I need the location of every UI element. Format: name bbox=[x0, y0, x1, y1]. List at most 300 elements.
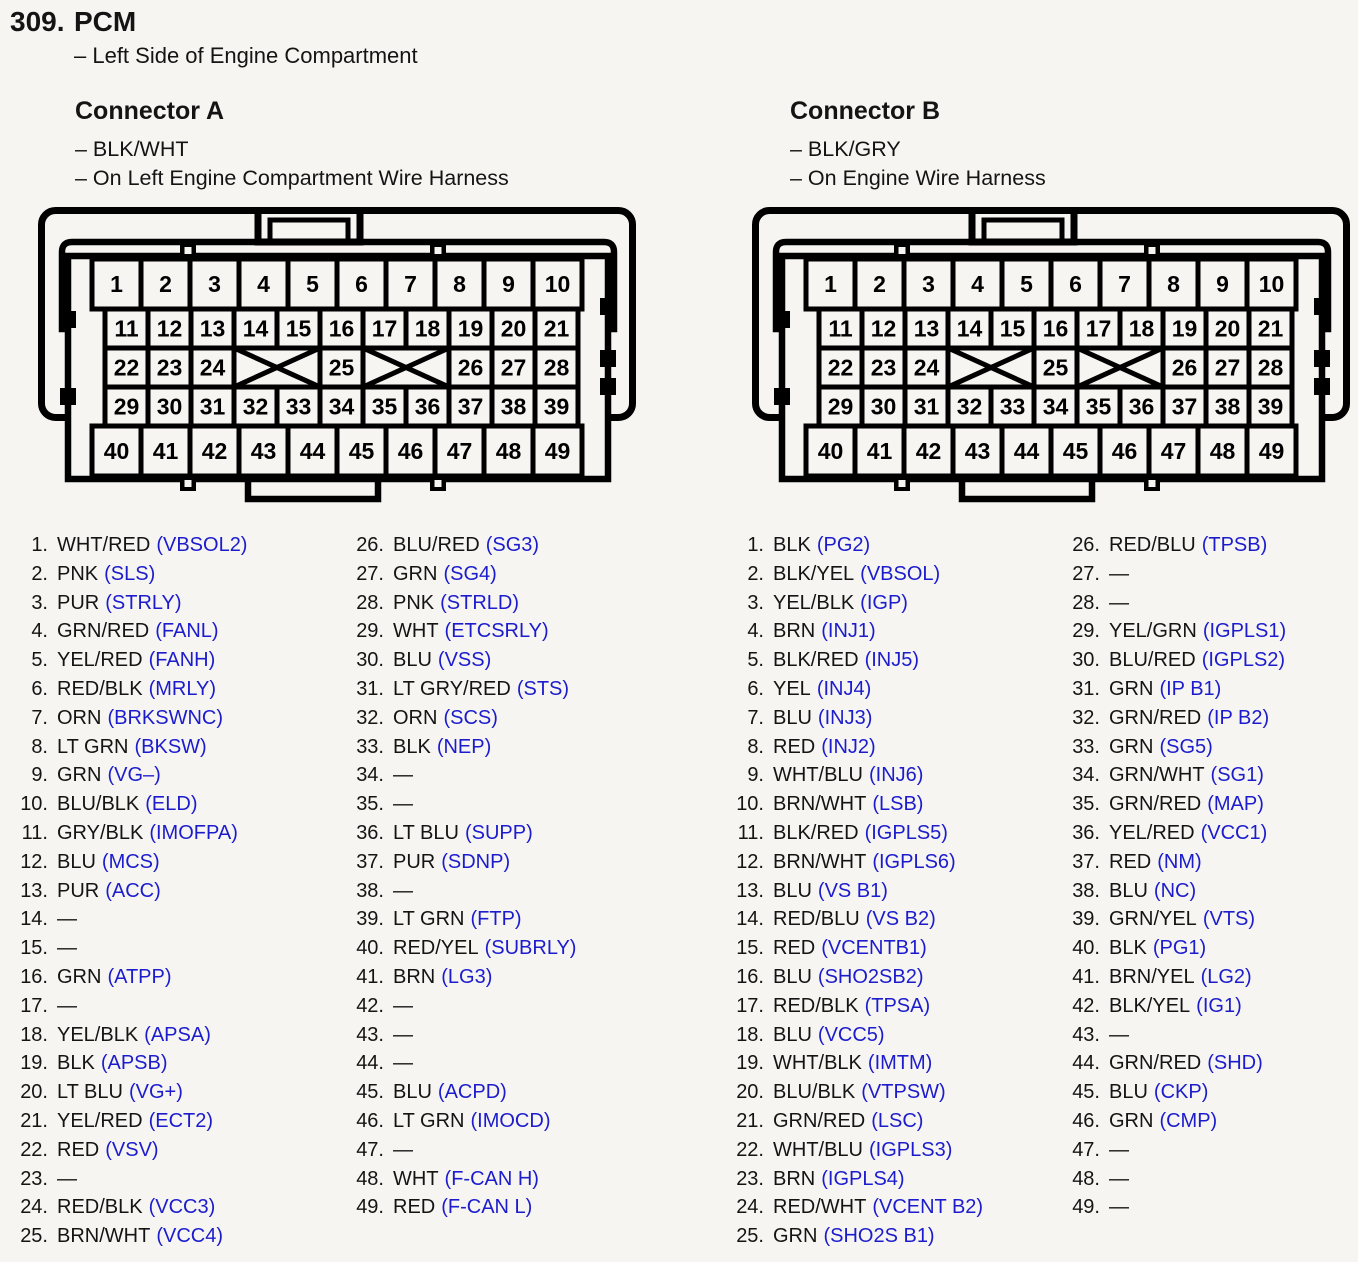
wire-color-label: GRN bbox=[1109, 735, 1154, 758]
signal-name-label: (VCENT B2) bbox=[872, 1196, 984, 1219]
pin-number-label: 27. bbox=[1072, 562, 1100, 585]
wire-color-label: WHT/BLK bbox=[773, 1052, 862, 1075]
signal-name-label: (IGPLS5) bbox=[864, 821, 948, 844]
page-title: PCM bbox=[74, 6, 137, 37]
pin-cavity-number: 39 bbox=[1257, 393, 1284, 420]
wire-color-label: RED/BLK bbox=[57, 1196, 143, 1219]
signal-name-label: (IP B1) bbox=[1159, 677, 1222, 700]
pin-cavity-number: 42 bbox=[201, 438, 228, 464]
wire-color-label: WHT bbox=[393, 620, 439, 643]
signal-name-label: (ATPP) bbox=[107, 965, 172, 988]
pin-list-item bbox=[1060, 707, 1358, 736]
pin-list-item bbox=[344, 707, 674, 736]
pin-cavity-number: 32 bbox=[956, 393, 983, 420]
pin-list-item bbox=[344, 793, 674, 822]
pin-cavity-number: 38 bbox=[500, 393, 527, 420]
top-notch-hole bbox=[435, 247, 442, 254]
pin-list-item bbox=[8, 908, 338, 937]
connector-a-pins-1-25 bbox=[8, 534, 338, 1254]
pin-cavity-number: 16 bbox=[328, 315, 355, 342]
pin-cavity-number: 42 bbox=[915, 438, 942, 464]
wire-color-label: LT BLU bbox=[57, 1081, 123, 1104]
pin-cavity-number: 2 bbox=[159, 271, 172, 297]
pin-list-item bbox=[1060, 1139, 1358, 1168]
pin-cavity-number: 20 bbox=[500, 315, 527, 342]
pin-list-item bbox=[724, 707, 1054, 736]
pin-number-label: 12. bbox=[20, 850, 48, 873]
pin-cavity-number: 7 bbox=[404, 271, 417, 297]
wire-color-label: GRN bbox=[57, 764, 102, 787]
wire-color-label: LT BLU bbox=[393, 821, 459, 844]
wire-color-label: — bbox=[393, 1023, 413, 1046]
wire-color-label: RED bbox=[393, 1196, 436, 1219]
pin-cavity-number: 33 bbox=[285, 393, 312, 420]
pin-number-label: 46. bbox=[1072, 1109, 1100, 1132]
pin-number-label: 44. bbox=[1072, 1052, 1100, 1075]
pin-cavity-number: 11 bbox=[828, 315, 853, 342]
pin-cavity-number: 3 bbox=[922, 271, 935, 297]
pin-number-label: 43. bbox=[1072, 1023, 1100, 1046]
pin-cavity-number: 48 bbox=[495, 438, 522, 464]
pin-list-item bbox=[344, 1081, 674, 1110]
pin-list-item bbox=[1060, 620, 1358, 649]
connector-bottom-tab bbox=[248, 479, 378, 499]
pin-list-item bbox=[344, 1024, 674, 1053]
pin-list-item bbox=[344, 995, 674, 1024]
pin-cavity-number: 44 bbox=[299, 438, 326, 464]
pin-list-item bbox=[8, 649, 338, 678]
wire-color-label: RED bbox=[773, 937, 816, 960]
signal-name-label: (NEP) bbox=[436, 735, 492, 758]
signal-name-label: (ETCSRLY) bbox=[444, 620, 549, 643]
signal-name-label: (CMP) bbox=[1159, 1109, 1218, 1132]
section-subtitle: – Left Side of Engine Compartment bbox=[74, 43, 418, 68]
pin-list-item bbox=[344, 563, 674, 592]
pin-list-item bbox=[724, 851, 1054, 880]
pin-list-item bbox=[8, 563, 338, 592]
pin-list-item bbox=[344, 1168, 674, 1197]
signal-name-label: (VG+) bbox=[128, 1081, 183, 1104]
wire-color-label: — bbox=[57, 1167, 77, 1190]
pin-number-label: 34. bbox=[356, 764, 384, 787]
pin-number-label: 4. bbox=[31, 620, 48, 643]
pin-list-item bbox=[344, 764, 674, 793]
pin-cavity-number: 14 bbox=[242, 315, 269, 342]
signal-name-label: (VS B2) bbox=[865, 908, 936, 931]
pin-number-label: 33. bbox=[1072, 735, 1100, 758]
pin-number-label: 8. bbox=[747, 735, 764, 758]
pin-number-label: 37. bbox=[356, 850, 384, 873]
bottom-notch-hole bbox=[435, 480, 442, 487]
pin-number-label: 40. bbox=[1072, 937, 1100, 960]
signal-name-label: (FANL) bbox=[155, 620, 219, 643]
pin-cavity-number: 39 bbox=[543, 393, 570, 420]
signal-name-label: (SG3) bbox=[485, 534, 540, 556]
connector-b-diagram bbox=[752, 207, 1350, 505]
pin-list-item bbox=[724, 966, 1054, 995]
signal-name-label: (TPSB) bbox=[1201, 534, 1268, 556]
signal-name-label: (STRLD) bbox=[440, 591, 520, 614]
signal-name-label: (STRLY) bbox=[105, 591, 182, 614]
wire-color-label: LT GRN bbox=[393, 1109, 465, 1132]
connector-b-header bbox=[790, 97, 1046, 192]
pin-number-label: 29. bbox=[1072, 620, 1100, 643]
signal-name-label: (SUPP) bbox=[464, 821, 533, 844]
pin-number-label: 47. bbox=[356, 1138, 384, 1161]
pin-number-label: 41. bbox=[1072, 965, 1100, 988]
pin-list-item bbox=[344, 908, 674, 937]
wire-color-label: BLU bbox=[1109, 879, 1148, 902]
pin-number-label: 33. bbox=[356, 735, 384, 758]
pin-list-item bbox=[724, 995, 1054, 1024]
pin-list-item bbox=[1060, 1052, 1358, 1081]
pin-number-label: 17. bbox=[736, 994, 764, 1017]
pin-cavity-number: 8 bbox=[1167, 271, 1180, 297]
pin-number-label: 26. bbox=[356, 534, 384, 556]
pin-number-label: 45. bbox=[356, 1081, 384, 1104]
pin-cavity-number: 30 bbox=[870, 393, 897, 420]
signal-name-label: (INJ5) bbox=[864, 649, 920, 672]
pin-number-label: 28. bbox=[356, 591, 384, 614]
pin-cavity-number: 23 bbox=[156, 354, 183, 381]
wire-color-label: BLK/RED bbox=[773, 821, 859, 844]
pin-number-label: 11. bbox=[737, 821, 764, 844]
wire-color-label: BLU/BLK bbox=[57, 793, 140, 816]
pin-list-item bbox=[724, 1225, 1054, 1254]
pin-cavity-number: 41 bbox=[866, 438, 893, 464]
pin-cavity-number: 19 bbox=[1171, 315, 1198, 342]
wire-color-label: ORN bbox=[57, 706, 102, 729]
pin-cavity-number: 30 bbox=[156, 393, 183, 420]
pin-cavity-number: 38 bbox=[1214, 393, 1241, 420]
signal-name-label: (ACPD) bbox=[437, 1081, 507, 1104]
pin-cavity-number: 44 bbox=[1013, 438, 1040, 464]
pin-number-label: 14. bbox=[736, 908, 764, 931]
pin-number-label: 7. bbox=[31, 706, 48, 729]
signal-name-label: (SHO2S B1) bbox=[823, 1225, 935, 1248]
pin-number-label: 27. bbox=[356, 562, 384, 585]
signal-name-label: (VS B1) bbox=[817, 879, 888, 902]
pin-cavity-number: 6 bbox=[1069, 271, 1082, 297]
pin-number-label: 26. bbox=[1072, 534, 1100, 556]
pin-number-label: 24. bbox=[736, 1196, 764, 1219]
signal-name-label: (LSB) bbox=[872, 793, 924, 816]
wire-color-label: BLU bbox=[393, 649, 432, 672]
signal-name-label: (SHO2SB2) bbox=[817, 965, 924, 988]
pin-list-item bbox=[8, 736, 338, 765]
pin-cavity-number: 27 bbox=[1214, 354, 1241, 381]
pin-number-label: 32. bbox=[1072, 706, 1100, 729]
pin-number-label: 43. bbox=[356, 1023, 384, 1046]
pin-number-label: 29. bbox=[356, 620, 384, 643]
wire-color-label: BLU bbox=[773, 1023, 812, 1046]
pin-cavity-number: 16 bbox=[1042, 315, 1069, 342]
pin-cavity-number: 46 bbox=[1111, 438, 1138, 464]
pin-number-label: 20. bbox=[20, 1081, 48, 1104]
pin-number-label: 25. bbox=[736, 1225, 764, 1248]
pin-number-label: 44. bbox=[356, 1052, 384, 1075]
signal-name-label: (ECT2) bbox=[148, 1109, 214, 1132]
pin-list-item bbox=[8, 707, 338, 736]
wire-color-label: WHT bbox=[393, 1167, 439, 1190]
signal-name-label: (FANH) bbox=[148, 649, 216, 672]
connector-a-color-note: – BLK/WHT bbox=[75, 137, 189, 161]
wire-color-label: RED/BLK bbox=[773, 994, 859, 1017]
pin-cavity-number: 4 bbox=[971, 271, 984, 297]
pin-list-item bbox=[724, 1024, 1054, 1053]
wire-color-label: PNK bbox=[393, 591, 435, 614]
pin-cavity-number: 1 bbox=[824, 271, 837, 297]
pin-cavity-number: 2 bbox=[873, 271, 886, 297]
signal-name-label: (IGPLS2) bbox=[1201, 649, 1286, 672]
pin-number-label: 38. bbox=[356, 879, 384, 902]
bottom-notch-hole bbox=[185, 480, 192, 487]
pin-list-item bbox=[8, 1225, 338, 1254]
pin-list-item bbox=[8, 793, 338, 822]
signal-name-label: (SG5) bbox=[1159, 735, 1213, 758]
pin-number-label: 28. bbox=[1072, 591, 1100, 614]
pin-cavity-number: 34 bbox=[328, 393, 355, 420]
pin-cavity-number: 17 bbox=[371, 315, 398, 342]
pin-list-item bbox=[8, 678, 338, 707]
wire-color-label: — bbox=[57, 908, 77, 931]
connector-top-tab bbox=[972, 211, 1074, 243]
wire-color-label: GRN/YEL bbox=[1109, 908, 1197, 931]
pin-cavity-number: 32 bbox=[242, 393, 269, 420]
pin-cavity-number: 46 bbox=[397, 438, 424, 464]
wire-color-label: YEL/GRN bbox=[1109, 620, 1197, 643]
pin-cavity-number: 49 bbox=[1258, 438, 1285, 464]
pin-list-item bbox=[8, 1052, 338, 1081]
pin-number-label: 39. bbox=[356, 908, 384, 931]
pin-list-item bbox=[344, 1052, 674, 1081]
pin-cavity-number: 13 bbox=[913, 315, 940, 342]
pin-list-item bbox=[8, 822, 338, 851]
pin-list-item bbox=[724, 937, 1054, 966]
pin-cavity-number: 9 bbox=[502, 271, 515, 297]
pin-number-label: 31. bbox=[1072, 677, 1100, 700]
pin-list-item bbox=[8, 966, 338, 995]
wire-color-label: BRN/WHT bbox=[773, 850, 867, 873]
pin-cavity-number: 43 bbox=[250, 438, 277, 464]
wire-color-label: PUR bbox=[57, 591, 100, 614]
connector-b-title: Connector B bbox=[790, 97, 940, 125]
pin-cavity-number: 12 bbox=[156, 315, 183, 342]
pin-cavity-number: 48 bbox=[1209, 438, 1236, 464]
signal-name-label: (SLS) bbox=[104, 562, 156, 585]
signal-name-label: (VCC1) bbox=[1200, 821, 1268, 844]
wire-color-label: GRN bbox=[57, 965, 102, 988]
wire-color-label: — bbox=[57, 937, 77, 960]
pin-number-label: 22. bbox=[20, 1138, 48, 1161]
pin-list-item bbox=[724, 620, 1054, 649]
pin-list-item bbox=[8, 1024, 338, 1053]
connector-a-harness-note: – On Left Engine Compartment Wire Harness bbox=[75, 165, 509, 190]
pin-cavity-number: 8 bbox=[453, 271, 466, 297]
signal-name-label: (TPSA) bbox=[864, 994, 931, 1017]
wire-color-label: BRN/WHT bbox=[773, 793, 867, 816]
pin-list-item bbox=[8, 880, 338, 909]
wire-color-label: — bbox=[57, 994, 77, 1017]
wire-color-label: GRN bbox=[1109, 677, 1154, 700]
pin-list-item bbox=[344, 620, 674, 649]
pin-cavity-number: 19 bbox=[457, 315, 484, 342]
signal-name-label: (VG–) bbox=[107, 764, 161, 787]
pin-cavity-number: 37 bbox=[1171, 393, 1198, 420]
connector-a-title: Connector A bbox=[75, 97, 225, 125]
pin-cavity-number: 5 bbox=[1020, 271, 1033, 297]
pin-number-label: 19. bbox=[20, 1052, 48, 1075]
wire-color-label: — bbox=[393, 764, 413, 787]
signal-name-label: (VCC4) bbox=[156, 1225, 223, 1248]
pin-cavity-number: 36 bbox=[414, 393, 441, 420]
latch bbox=[600, 378, 616, 395]
pin-list-item bbox=[1060, 1024, 1358, 1053]
signal-name-label: (VTS) bbox=[1202, 908, 1256, 931]
pin-number-label: 24. bbox=[20, 1196, 48, 1219]
wire-color-label: LT GRN bbox=[393, 908, 465, 931]
pin-number-label: 21. bbox=[736, 1109, 764, 1132]
pin-list-item bbox=[8, 995, 338, 1024]
pin-cavity-number: 35 bbox=[371, 393, 398, 420]
wire-color-label: — bbox=[393, 1052, 413, 1075]
pin-cavity-number: 14 bbox=[956, 315, 983, 342]
pin-cavity-number: 22 bbox=[827, 354, 854, 381]
connector-a-diagram bbox=[38, 207, 636, 505]
connector-b-pins-1-25 bbox=[724, 534, 1054, 1254]
wire-color-label: GRN/RED bbox=[57, 620, 150, 643]
latch bbox=[774, 311, 790, 328]
pin-cavity-number: 10 bbox=[1258, 271, 1285, 297]
pin-list-item bbox=[344, 678, 674, 707]
latch bbox=[600, 298, 616, 315]
pin-number-label: 15. bbox=[736, 937, 764, 960]
pin-number-label: 35. bbox=[356, 793, 384, 816]
pin-list-item bbox=[724, 592, 1054, 621]
pin-cavity-number: 27 bbox=[500, 354, 527, 381]
wire-color-label: YEL/BLK bbox=[57, 1023, 139, 1046]
latch bbox=[600, 350, 616, 367]
wire-color-label: BRN/WHT bbox=[57, 1225, 151, 1248]
signal-name-label: (MRLY) bbox=[148, 677, 216, 700]
pin-list-item bbox=[8, 534, 338, 563]
wire-color-label: BRN/YEL bbox=[1109, 965, 1195, 988]
wire-color-label: GRN bbox=[1109, 1109, 1154, 1132]
signal-name-label: (INJ2) bbox=[821, 735, 876, 758]
wire-color-label: BLU bbox=[773, 965, 812, 988]
signal-name-label: (VSS) bbox=[437, 649, 492, 672]
pin-cavity-number: 17 bbox=[1085, 315, 1112, 342]
pin-list-item bbox=[1060, 1110, 1358, 1139]
pin-number-label: 15. bbox=[20, 937, 48, 960]
wire-color-label: GRN bbox=[773, 1225, 818, 1248]
pin-number-label: 35. bbox=[1072, 793, 1100, 816]
pin-list-item bbox=[724, 1110, 1054, 1139]
signal-name-label: (BKSW) bbox=[134, 735, 207, 758]
signal-name-label: (VSV) bbox=[105, 1138, 159, 1161]
pin-list-item bbox=[724, 678, 1054, 707]
latch bbox=[1314, 378, 1330, 395]
signal-name-label: (IGPLS1) bbox=[1202, 620, 1287, 643]
pin-cavity-number: 36 bbox=[1128, 393, 1155, 420]
wire-color-label: LT GRN bbox=[57, 735, 129, 758]
signal-name-label: (PG1) bbox=[1152, 937, 1207, 960]
wire-color-label: — bbox=[393, 793, 413, 816]
pin-list-item bbox=[1060, 937, 1358, 966]
latch bbox=[60, 388, 76, 405]
pin-number-label: 45. bbox=[1072, 1081, 1100, 1104]
pin-list-item bbox=[724, 534, 1054, 563]
wire-color-label: — bbox=[1109, 1138, 1129, 1161]
signal-name-label: (INJ6) bbox=[869, 764, 924, 787]
latch bbox=[60, 311, 76, 328]
pin-number-label: 49. bbox=[1072, 1196, 1100, 1219]
pin-list-item bbox=[724, 1052, 1054, 1081]
pin-number-label: 49. bbox=[356, 1196, 384, 1219]
signal-name-label: (APSA) bbox=[144, 1023, 211, 1046]
pin-number-label: 13. bbox=[736, 879, 764, 902]
signal-name-label: (NM) bbox=[1157, 850, 1202, 873]
pin-cavity-number: 21 bbox=[543, 315, 570, 342]
wire-color-label: YEL/RED bbox=[57, 649, 143, 672]
signal-name-label: (IP B2) bbox=[1207, 706, 1270, 729]
signal-name-label: (VTPSW) bbox=[861, 1081, 946, 1104]
pin-number-label: 8. bbox=[31, 735, 48, 758]
pin-number-label: 16. bbox=[736, 965, 764, 988]
pin-list-item bbox=[1060, 908, 1358, 937]
wire-color-label: BLK/RED bbox=[773, 649, 859, 672]
pin-list-item bbox=[1060, 1196, 1358, 1225]
pin-cavity-number: 12 bbox=[870, 315, 897, 342]
connector-bottom-tab bbox=[962, 479, 1092, 499]
pin-cavity-number: 47 bbox=[1160, 438, 1187, 464]
pin-cavity-number: 25 bbox=[1042, 354, 1069, 381]
pin-cavity-number: 45 bbox=[348, 438, 375, 464]
pin-cavity-number: 37 bbox=[457, 393, 484, 420]
wire-color-label: — bbox=[393, 879, 413, 902]
wire-color-label: GRN/RED bbox=[1109, 1052, 1202, 1075]
pin-number-label: 4. bbox=[747, 620, 764, 643]
pin-cavity-number: 24 bbox=[913, 354, 940, 381]
pin-list-item bbox=[8, 1081, 338, 1110]
pin-number-label: 47. bbox=[1072, 1138, 1100, 1161]
pin-list-item bbox=[1060, 649, 1358, 678]
pin-number-label: 3. bbox=[747, 591, 764, 614]
pin-number-label: 18. bbox=[20, 1023, 48, 1046]
wire-color-label: — bbox=[1109, 1023, 1129, 1046]
pin-number-label: 10. bbox=[20, 793, 48, 816]
wire-color-label: BLU bbox=[393, 1081, 432, 1104]
wire-color-label: — bbox=[1109, 591, 1129, 614]
wire-color-label: RED/BLU bbox=[1109, 534, 1196, 556]
pin-list-item bbox=[1060, 592, 1358, 621]
pin-number-label: 11. bbox=[21, 821, 48, 844]
pin-list-item bbox=[1060, 822, 1358, 851]
pin-cavity-number: 29 bbox=[827, 393, 854, 420]
pin-number-label: 6. bbox=[31, 677, 48, 700]
wire-color-label: BLU bbox=[1109, 1081, 1148, 1104]
wire-color-label: BRN bbox=[773, 1167, 816, 1190]
pin-cavity-number: 10 bbox=[544, 271, 571, 297]
signal-name-label: (SUBRLY) bbox=[484, 937, 577, 960]
pin-cavity-number: 18 bbox=[414, 315, 441, 342]
pin-list-item bbox=[344, 822, 674, 851]
latch bbox=[1314, 350, 1330, 367]
pin-number-label: 30. bbox=[1072, 649, 1100, 672]
pin-number-label: 37. bbox=[1072, 850, 1100, 873]
wire-color-label: — bbox=[1109, 1196, 1129, 1219]
pin-cavity-number: 15 bbox=[285, 315, 312, 342]
